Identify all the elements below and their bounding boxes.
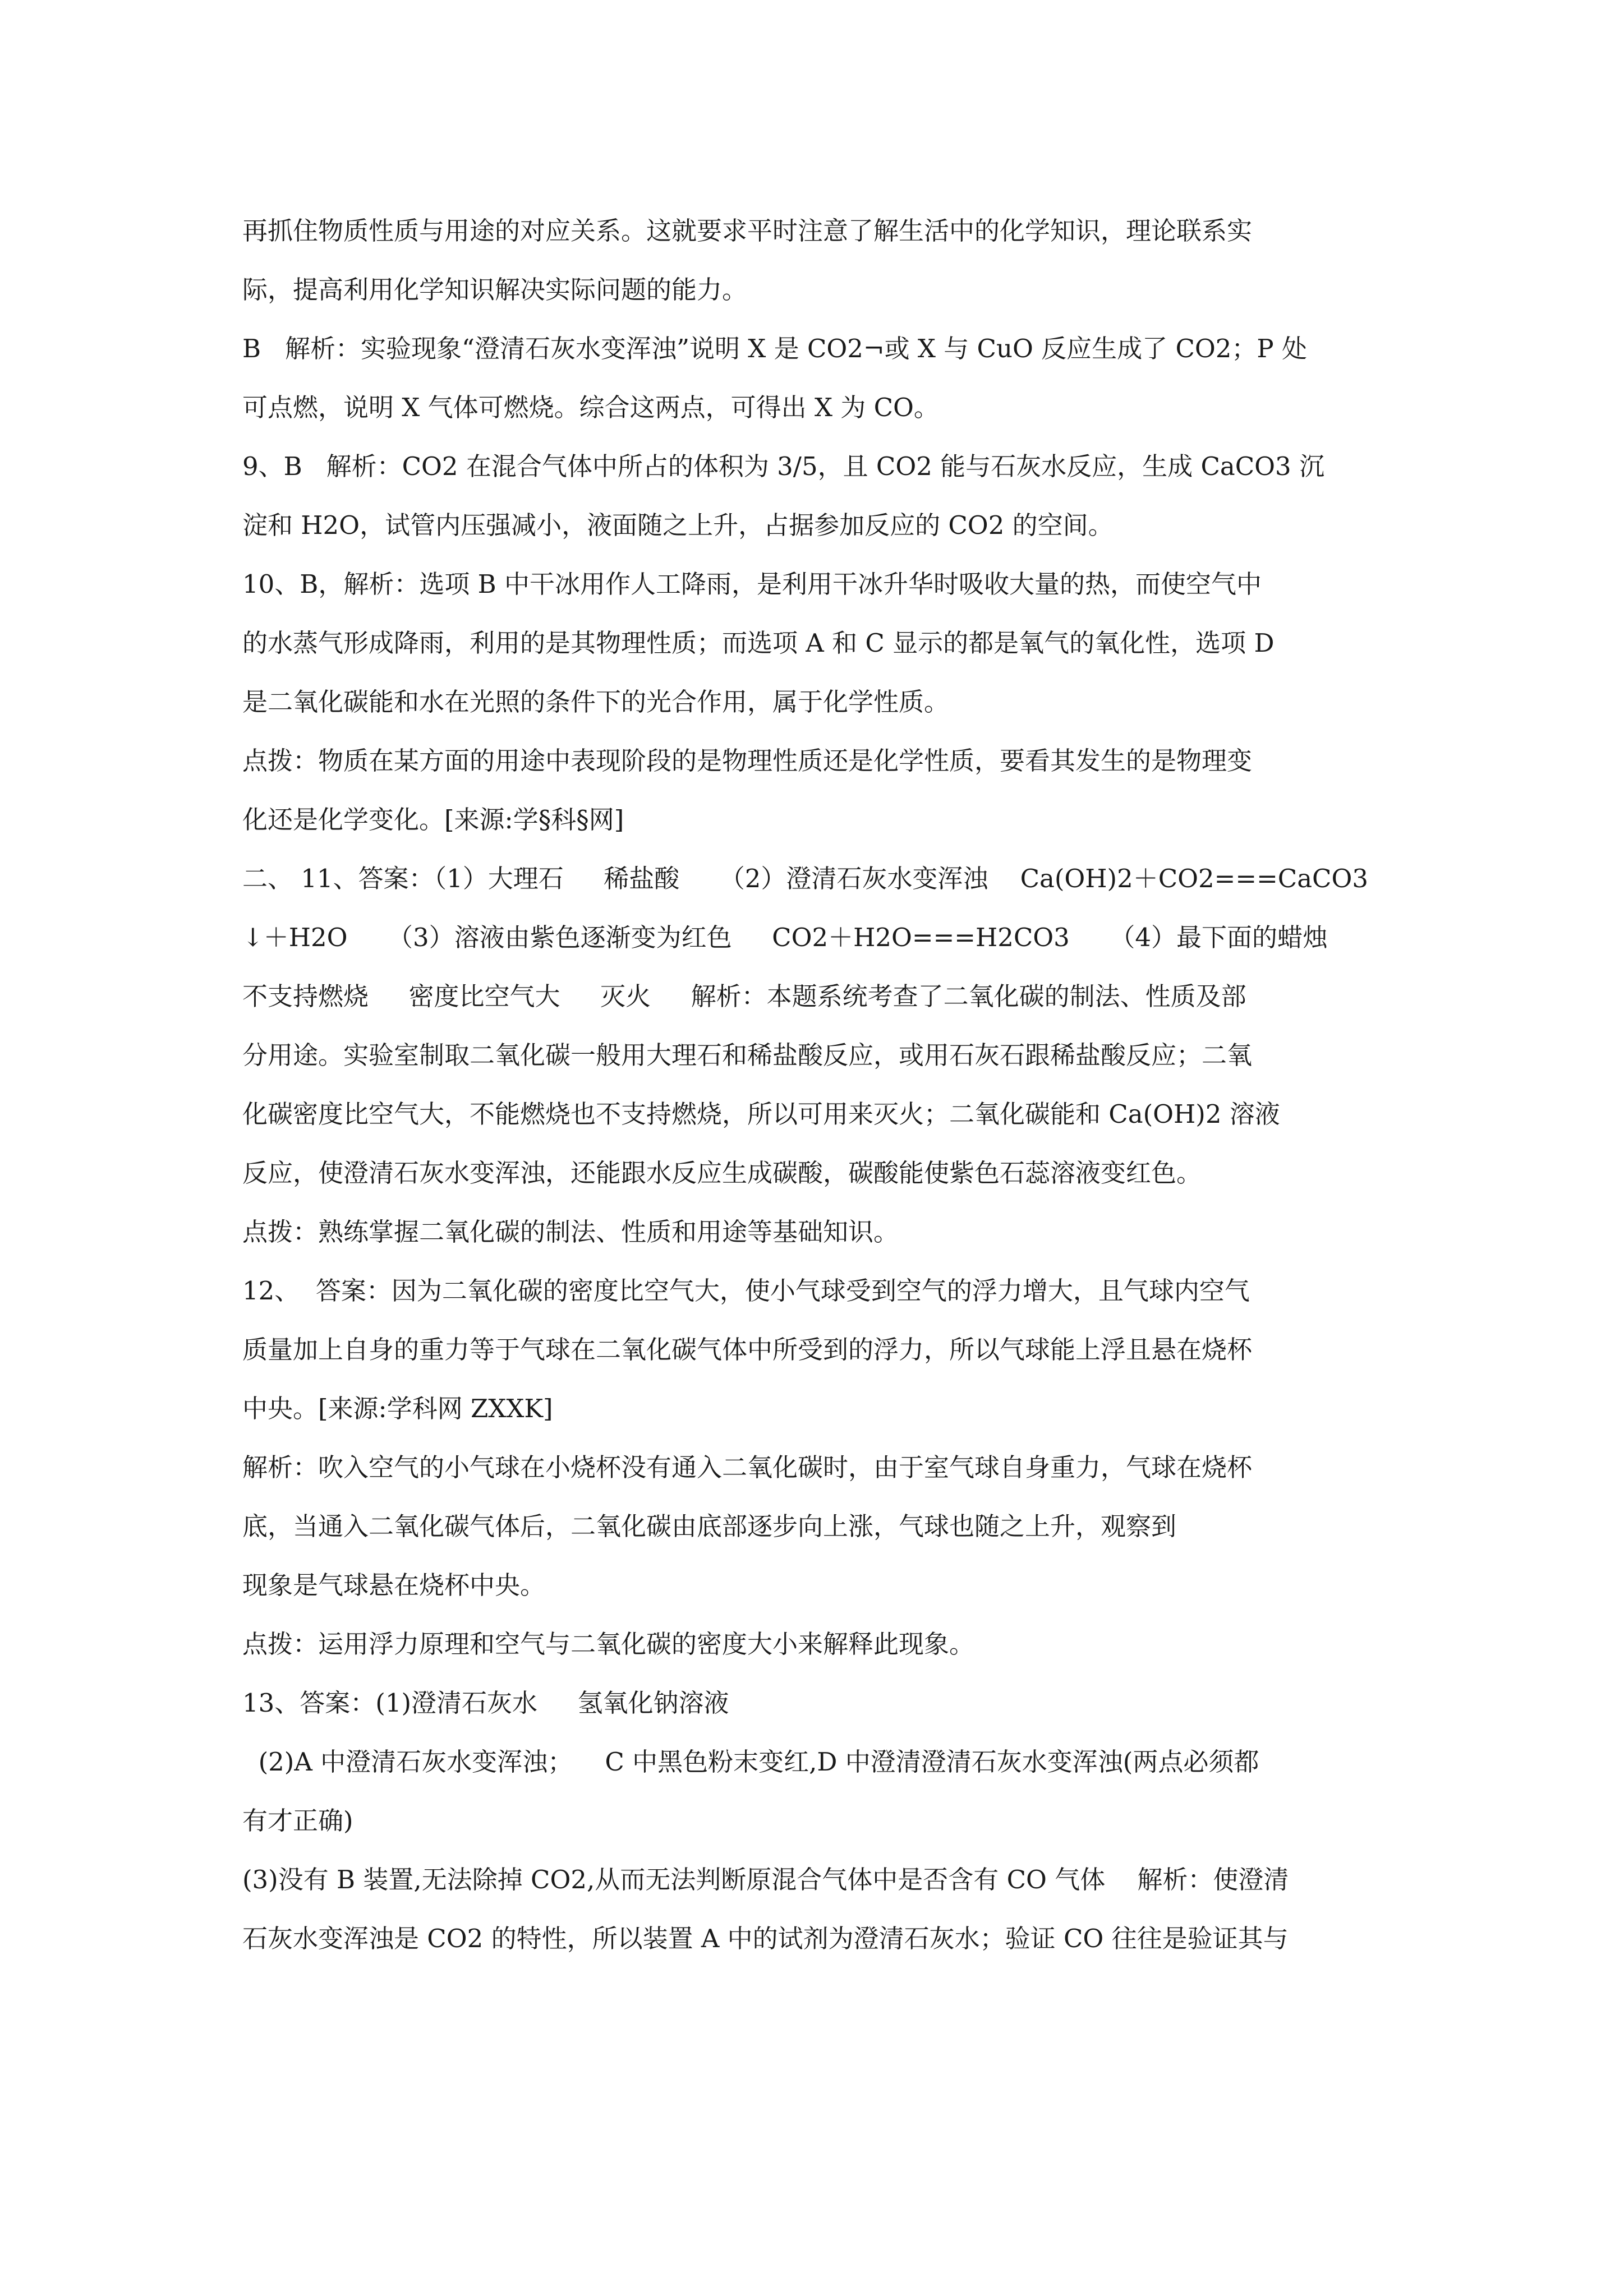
text-line: 现象是气球悬在烧杯中央。 — [242, 1570, 546, 1600]
text-line: 10、B，解析：选项 B 中干冰用作人工降雨，是利用干冰升华时吸收大量的热，而使空气中 — [242, 569, 1262, 599]
text-line: 是二氧化碳能和水在光照的条件下的光合作用，属于化学性质。 — [242, 687, 950, 717]
text-line: 解析：吹入空气的小气球在小烧杯没有通入二氧化碳时，由于室气球自身重力，气球在烧杯 — [242, 1453, 1253, 1482]
text-line: 13、答案：(1)澄清石灰水 氢氧化钠溶液 — [242, 1688, 729, 1718]
text-line: 淀和 H2O，试管内压强减小，液面随之上升，占据参加反应的 CO2 的空间。 — [242, 510, 1114, 540]
text-line: 二、 11、答案：（1）大理石 稀盐酸 （2）澄清石灰水变浑浊 Ca(OH)2＋CO2===CaCO3 — [242, 864, 1369, 893]
text-line: 再抓住物质性质与用途的对应关系。这就要求平时注意了解生活中的化学知识，理论联系实 — [242, 216, 1253, 246]
text-line: 可点燃，说明 X 气体可燃烧。综合这两点，可得出 X 为 CO。 — [242, 393, 939, 422]
text-line: 点拨：物质在某方面的用途中表现阶段的是物理性质还是化学性质，要看其发生的是物理变 — [242, 746, 1253, 776]
text-line: 不支持燃烧 密度比空气大 灭火 解析：本题系统考查了二氧化碳的制法、性质及部 — [242, 981, 1246, 1011]
text-line: (3)没有 B 装置,无法除掉 CO2,从而无法判断原混合气体中是否含有 CO 气体 解析：使澄清 — [242, 1865, 1289, 1894]
text-line: 际，提高利用化学知识解决实际问题的能力。 — [242, 275, 748, 305]
text-line: (2)A 中澄清石灰水变浑浊； C 中黑色粉末变红,D 中澄清澄清石灰水变浑浊(两点必须都 — [242, 1747, 1259, 1777]
text-line: 9、B 解析：CO2 在混合气体中所占的体积为 3/5，且 CO2 能与石灰水反应，生成 CaCO3 沉 — [242, 451, 1324, 481]
text-line: ↓＋H2O （3）溶液由紫色逐渐变为红色 CO2＋H2O===H2CO3 （4）最下面的蜡烛 — [242, 923, 1328, 952]
text-line: 反应，使澄清石灰水变浑浊，还能跟水反应生成碳酸，碳酸能使紫色石蕊溶液变红色。 — [242, 1158, 1202, 1188]
text-line: 石灰水变浑浊是 CO2 的特性，所以装置 A 中的试剂为澄清石灰水；验证 CO 往往是验证其与 — [242, 1924, 1289, 1953]
text-line: 12、 答案：因为二氧化碳的密度比空气大，使小气球受到空气的浮力增大，且气球内空气 — [242, 1276, 1250, 1306]
text-line: 化碳密度比空气大，不能燃烧也不支持燃烧，所以可用来灭火；二氧化碳能和 Ca(OH)2 溶液 — [242, 1099, 1280, 1129]
text-line: 的水蒸气形成降雨，利用的是其物理性质；而选项 A 和 C 显示的都是氧气的氧化性，选项 D — [242, 628, 1275, 658]
text-line: 有才正确) — [242, 1806, 353, 1836]
text-line: 化还是化学变化。[来源:学§科§网] — [242, 805, 624, 835]
text-line: 点拨：运用浮力原理和空气与二氧化碳的密度大小来解释此现象。 — [242, 1629, 975, 1659]
text-line: 点拨：熟练掌握二氧化碳的制法、性质和用途等基础知识。 — [242, 1217, 899, 1247]
text-line: 分用途。实验室制取二氧化碳一般用大理石和稀盐酸反应，或用石灰石跟稀盐酸反应；二氧 — [242, 1040, 1253, 1070]
text-line: 中央。[来源:学科网 ZXXK] — [242, 1394, 553, 1423]
text-line: 质量加上自身的重力等于气球在二氧化碳气体中所受到的浮力，所以气球能上浮且悬在烧杯 — [242, 1335, 1253, 1364]
text-line: 底，当通入二氧化碳气体后，二氧化碳由底部逐步向上涨，气球也随之上升，观察到 — [242, 1511, 1177, 1541]
text-line: B 解析：实验现象“澄清石灰水变浑浊”说明 X 是 CO2¬或 X 与 CuO 反应生成了 CO2；P 处 — [242, 334, 1308, 363]
